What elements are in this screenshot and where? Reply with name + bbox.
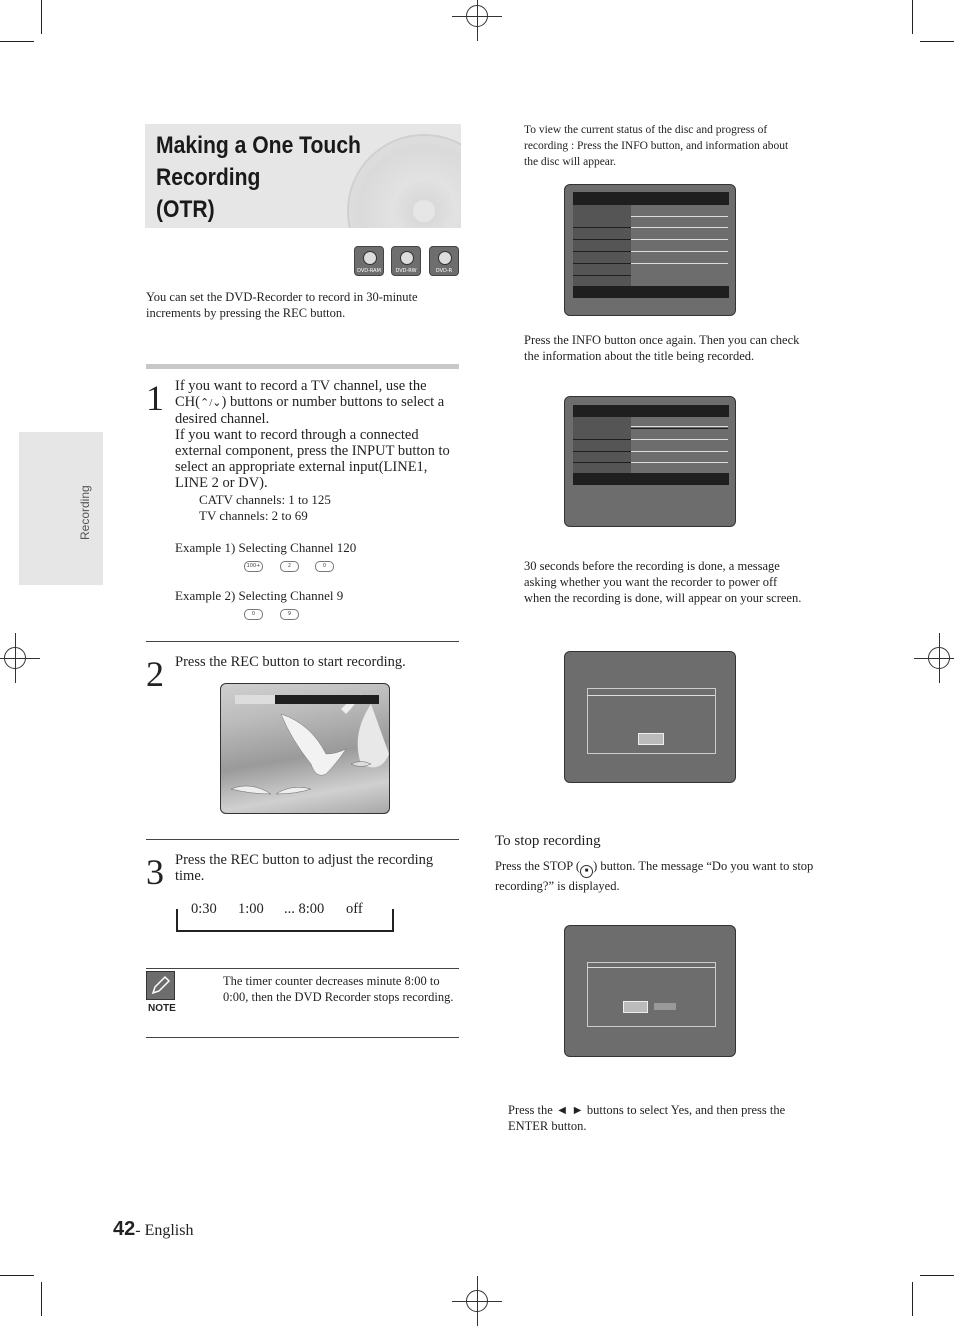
crop-mark [0, 41, 34, 42]
page-footer [113, 1218, 193, 1241]
select-yes-text: Press the ◄ ► buttons to select Yes, and then press the ENTER button. [508, 1103, 786, 1133]
dvd-rw-badge-icon: DVD-RW [391, 246, 421, 276]
section-divider [146, 968, 459, 969]
step-number: 1 [146, 378, 164, 418]
recording-screen-photo [220, 683, 390, 814]
ch-up-down-icon: ⌃/⌄ [199, 397, 222, 409]
step1-instructions: If you want to record a TV channel, use the CH(⌃/⌄) buttons or number buttons to select a desired channel. If you want to record through a connected external component, press the INPUT button to select an appropriate external input(LINE1, LINE 2 or DV). [175, 378, 450, 491]
dvd-ram-badge-icon: DVD-RAM [354, 246, 384, 276]
record-progress-fill [235, 695, 275, 704]
time-option: ... 8:00 [284, 901, 325, 917]
registration-mark [466, 5, 488, 27]
tv-channels: TV channels: 2 to 69 [199, 508, 308, 523]
step3-instructions: Press the REC button to adjust the recording time. [175, 852, 434, 884]
section-divider [146, 1037, 459, 1038]
crop-mark [912, 1282, 913, 1316]
example2-text: Example 2) Selecting Channel 9 [175, 588, 344, 603]
button-100-icon: 100+ [244, 561, 263, 572]
intro-text: You can set the DVD-Recorder to record in 30-minute increments by pressing the REC button. [146, 290, 418, 320]
step-number: 2 [146, 654, 164, 694]
button-2-icon: 2 [280, 561, 299, 572]
title-banner [145, 124, 461, 228]
sidebar-label: Recording [78, 485, 92, 540]
footer-language: - English [135, 1222, 194, 1239]
section-divider [146, 641, 459, 642]
stop-text: Press the STOP ( ■ ) button. The message “Do you want to stop recording?” is displayed. [495, 859, 814, 893]
info1-text: To view the current status of the disc and progress of recording : Press the INFO button, and information about the disc will appear. [524, 124, 789, 168]
registration-mark [466, 1290, 488, 1312]
catv-channels: CATV channels: 1 to 125 [199, 492, 331, 507]
dialog-no-button[interactable] [654, 1003, 676, 1010]
dialog-yes-button[interactable] [623, 1001, 648, 1013]
step2-instructions: Press the REC button to start recording. [175, 654, 406, 670]
step-number: 3 [146, 852, 164, 892]
dialog-ok-button[interactable] [638, 733, 664, 745]
stop-recording-dialog-screen [564, 925, 736, 1057]
info2-text: Press the INFO button once again. Then you can check the information about the title being recorded. [524, 333, 800, 363]
registration-mark [4, 647, 26, 669]
disc-info-screen [564, 184, 736, 316]
title-info-screen [564, 396, 736, 527]
power-off-dialog-screen [564, 651, 736, 783]
dvd-r-badge-icon: DVD-R [429, 246, 459, 276]
crop-mark [41, 1282, 42, 1316]
button-0-icon: 0 [244, 609, 263, 620]
time-option: off [346, 901, 363, 917]
note-text: The timer counter decreases minute 8:00 to 0:00, then the DVD Recorder stops recording. [223, 974, 454, 1004]
button-9-icon: 9 [280, 609, 299, 620]
stop-button-icon: ■ [580, 865, 593, 878]
crop-mark [920, 1275, 954, 1276]
crop-mark [41, 0, 42, 34]
crop-mark [0, 1275, 34, 1276]
crop-mark [912, 0, 913, 34]
example1-text: Example 1) Selecting Channel 120 [175, 540, 357, 555]
note-pencil-icon [146, 971, 175, 1000]
button-0-icon: 0 [315, 561, 334, 572]
page-number: 42 [113, 1218, 136, 1240]
note-label: NOTE [148, 1003, 176, 1014]
section-divider [146, 364, 459, 369]
time-option: 1:00 [238, 901, 264, 917]
crop-mark [920, 41, 954, 42]
time-option: 0:30 [191, 901, 217, 917]
section-divider [146, 839, 459, 840]
registration-mark [928, 647, 950, 669]
page-title: Making a One Touch Recording (OTR) [156, 132, 361, 223]
stop-heading: To stop recording [495, 833, 601, 849]
info3-text: 30 seconds before the recording is done, a message asking whether you want the recorder to power off when the recording is done, will appear on your screen. [524, 559, 802, 605]
dialog-box [587, 962, 716, 1027]
